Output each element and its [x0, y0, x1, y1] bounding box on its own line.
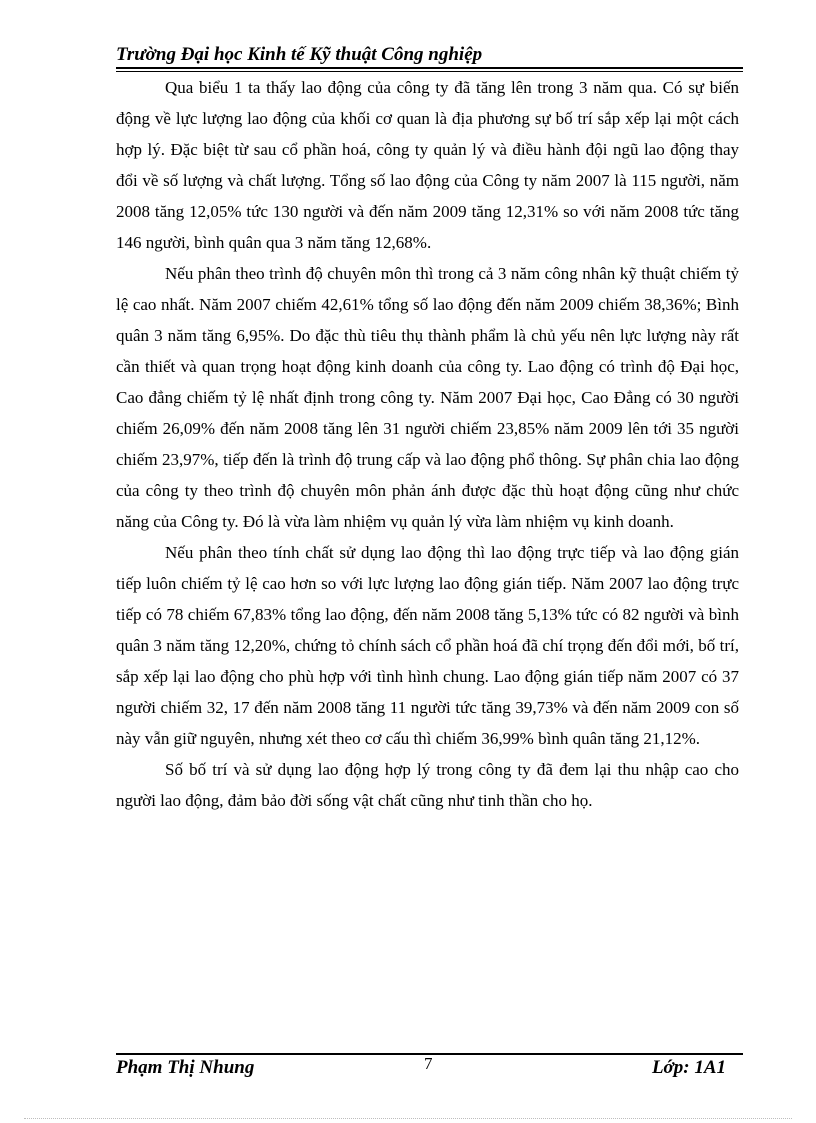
header-title: Trường Đại học Kinh tế Kỹ thuật Công nghiệp — [116, 44, 483, 65]
footer-author: Phạm Thị Nhung — [116, 1057, 255, 1078]
paragraph-conclusion: Số bố trí và sử dụng lao động hợp lý trong công ty đã đem lại thu nhập cao cho người lao động, đảm bảo đời sống vật chất cũng như tinh thần cho họ. — [116, 760, 739, 810]
footer-class-label: Lớp: 1A1 — [651, 1057, 726, 1078]
page-number: 7 — [424, 1054, 433, 1073]
page-edge-divider — [24, 1118, 792, 1119]
header-rule — [116, 67, 743, 69]
document-body — [116, 72, 739, 816]
paragraph-usage-nature: Nếu phân theo tính chất sử dụng lao động thì lao động trực tiếp và lao động gián tiếp luôn chiếm tỷ lệ cao hơn so với lực lượng lao động gián tiếp. Năm 2007 lao động trực tiếp có 78 chiếm 67,83% tổng lao động, đến năm 2008 tăng 5,13% tức có 82 người và bình quân 3 năm tăng 12,20%, chứng tỏ chính sách cổ phần hoá đã chí trọng đến đổi mới, bố trí, sắp xếp lại lao động cho phù hợp với tình hình chung. Lao động gián tiếp năm 2007 có 37 người chiếm 32, 17 đến năm 2008 tăng 11 người tức tăng 39,73% và đến năm 2009 con số này vẫn giữ nguyên, nhưng xét theo cơ cấu thì chiếm 36,99% bình quân tăng 21,12%. — [116, 543, 739, 748]
paragraph-qualification: Nếu phân theo trình độ chuyên môn thì trong cả 3 năm công nhân kỹ thuật chiếm tỷ lệ cao nhất. Năm 2007 chiếm 42,61% tổng số lao động đến năm 2009 chiếm 38,36%; Bình quân 3 năm tăng 6,95%. Do đặc thù tiêu thụ thành phẩm là chủ yếu nên lực lượng này rất cần thiết và quan trọng hoạt động kinh doanh của công ty. Lao động có trình độ Đại học, Cao đẳng chiếm tỷ lệ nhất định trong công ty. Năm 2007 Đại học, Cao Đẳng có 30 người chiếm 26,09% đến năm 2008 tăng lên 31 người chiếm 23,85% năm 2009 lên tới 35 người chiếm 23,97%, tiếp đến là trình độ trung cấp và lao động phổ thông. Sự phân chia lao động của công ty theo trình độ chuyên môn phản ánh được đặc thù hoạt động cũng như chức năng của Công ty. Đó là vừa làm nhiệm vụ quản lý vừa làm nhiệm vụ kinh doanh. — [116, 264, 739, 531]
paragraph-labor-overview: Qua biểu 1 ta thấy lao động của công ty đã tăng lên trong 3 năm qua. Có sự biến động về lực lượng lao động của khối cơ quan là địa phương sự bố trí sắp xếp lại một cách hợp lý. Đặc biệt từ sau cổ phần hoá, công ty quản lý và điều hành đội ngũ lao động thay đổi về số lượng và chất lượng. Tổng số lao động của Công ty năm 2007 là 115 người, năm 2008 tăng 12,05% tức 130 người và đến năm 2009 tăng 12,31% so với năm 2008 tức tăng 146 người, bình quân qua 3 năm tăng 12,68%. — [116, 78, 739, 252]
